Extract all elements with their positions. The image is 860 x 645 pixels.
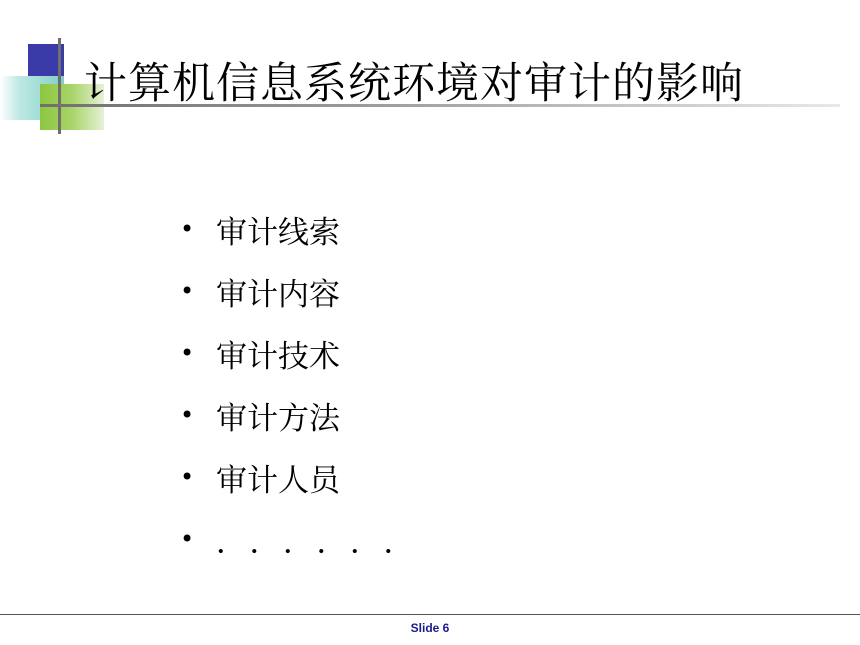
bullet-text: 审计线索 <box>216 214 340 251</box>
bullet-icon: • <box>180 215 195 243</box>
bullet-icon: • <box>180 525 195 553</box>
bullet-icon: • <box>180 277 195 305</box>
decor-vertical-line <box>58 38 61 134</box>
bullet-icon: • <box>180 401 195 429</box>
bullet-item <box>180 446 433 508</box>
slide-title: 计算机信息系统环境对审计的影响 <box>84 59 744 109</box>
slide-number: Slide 6 <box>410 621 450 635</box>
bullet-text-ellipsis: ．．．．．． <box>216 524 433 561</box>
bullet-text: 审计方法 <box>216 400 340 437</box>
bullet-item <box>180 508 433 570</box>
bullet-item <box>180 322 433 384</box>
footer-divider <box>0 614 860 615</box>
bullet-list <box>180 198 433 570</box>
bullet-text: 审计技术 <box>216 338 340 375</box>
bullet-icon: • <box>180 463 195 491</box>
bullet-icon: • <box>180 339 195 367</box>
bullet-item <box>180 260 433 322</box>
bullet-item <box>180 384 433 446</box>
bullet-item <box>180 198 433 260</box>
bullet-text: 审计内容 <box>216 276 340 313</box>
bullet-text: 审计人员 <box>216 462 340 499</box>
